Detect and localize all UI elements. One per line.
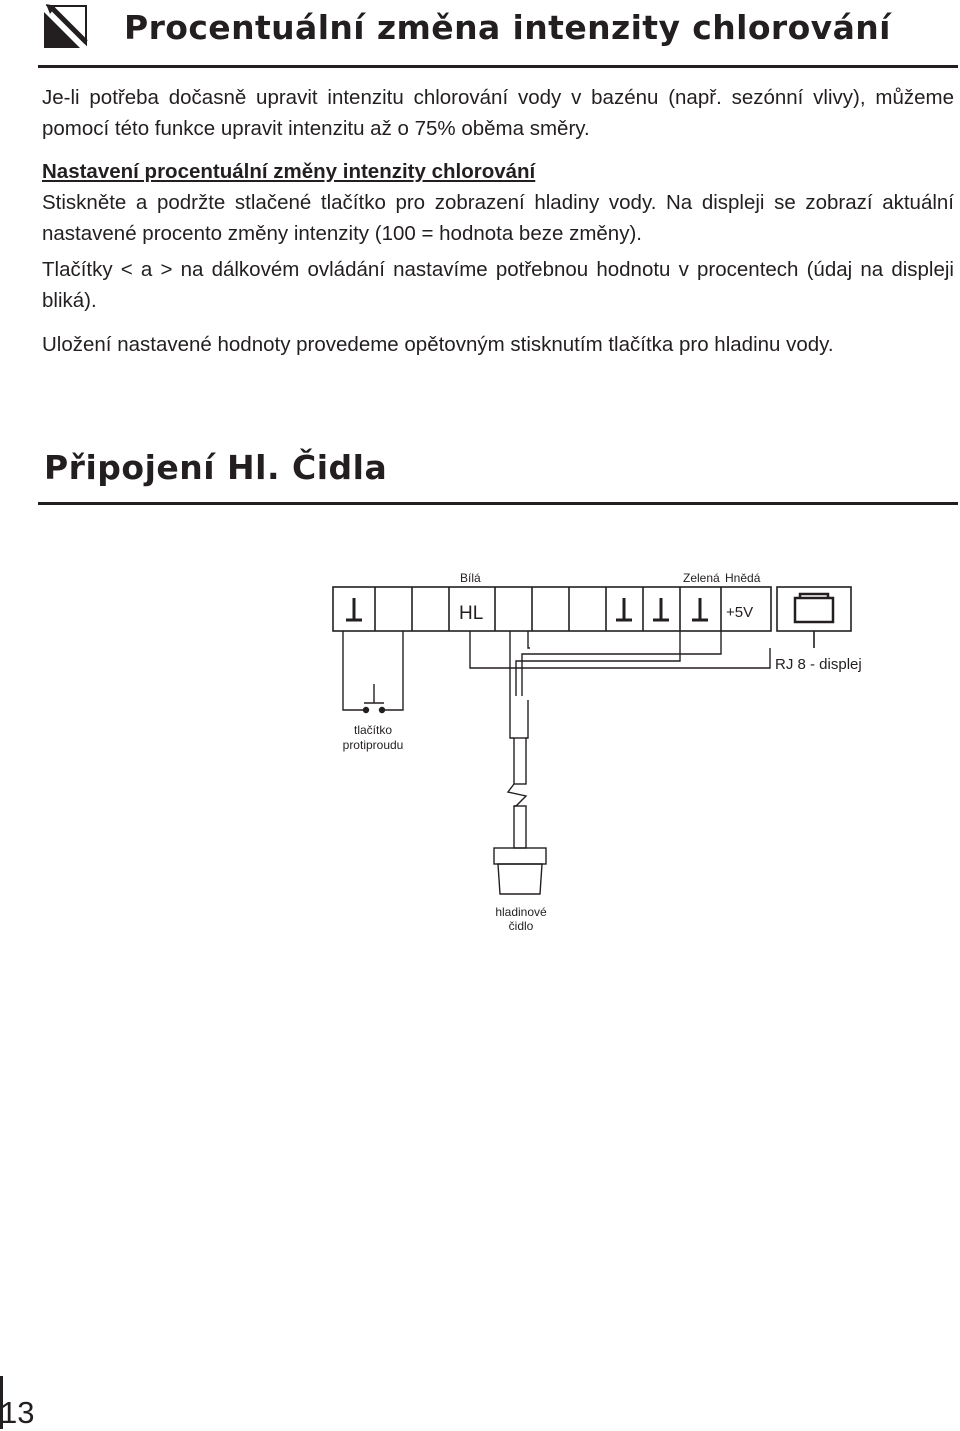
rj-label: RJ 8 - displej [775, 656, 862, 673]
label-brown: Hnědá [725, 571, 761, 585]
sensor-label-2: čidlo [508, 919, 534, 933]
wiring-diagram [0, 560, 960, 960]
intro-paragraph: Je-li potřeba dočasně upravit intenzitu chlorování vody v bazénu (např. sezónní vlivy), můžeme pomocí této funkce upravit intenzitu až o 75% oběma směry. [42, 86, 954, 140]
section-text-3: Uložení nastavené hodnoty provedeme opětovným stisknutím tlačítka pro hladinu vody. [42, 333, 834, 356]
page-title: Procentuální změna intenzity chlorování [124, 8, 891, 47]
button-label-1: tlačítko [353, 723, 393, 737]
terminal-5v: +5V [726, 604, 754, 621]
terminal-hl: HL [459, 603, 484, 624]
pencil-wrench-icon [42, 2, 90, 50]
section-text-2: Tlačítky < a > na dálkovém ovládání nastavíme potřebnou hodnotu v procentech (údaj na displeji bliká). [42, 258, 954, 312]
sensor-label-1: hladinové [495, 905, 547, 919]
button-label-2: protiproudu [342, 738, 404, 752]
settings-section [42, 156, 954, 249]
button-wiring [343, 631, 403, 713]
title-rule [38, 65, 958, 68]
section-subheading: Nastavení procentuální změny intenzity chlorování [42, 160, 536, 183]
page-number: 13 [0, 1395, 35, 1430]
label-white: Bílá [460, 571, 481, 585]
label-green: Zelená [683, 571, 720, 585]
section-text-1: Stiskněte a podržte stlačené tlačítko pro zobrazení hladiny vody. Na displeji se zobrazí aktuální nastavené procento změny intenzity (100 = hodnota beze změny). [42, 191, 954, 245]
connection-heading: Připojení Hl. Čidla [44, 448, 388, 487]
ground-symbols [346, 598, 708, 620]
heading-rule [38, 502, 958, 505]
sensor-cable [470, 631, 770, 894]
